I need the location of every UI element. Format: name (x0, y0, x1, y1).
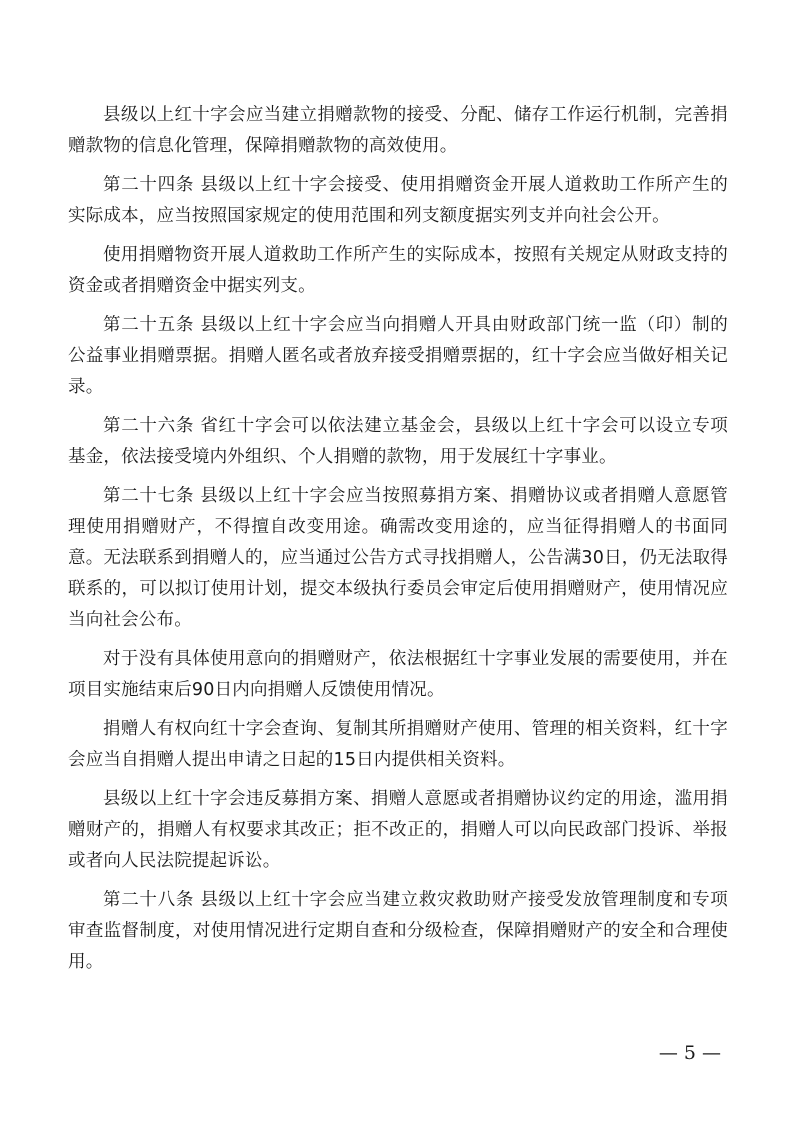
paragraph: 捐赠人有权向红十字会查询、复制其所捐赠财产使用、管理的相关资料，红十字会应当自捐赠人提出申请之日起的15日内提供相关资料。 (68, 719, 728, 770)
paragraph-article-27: 第二十七条 县级以上红十字会应当按照募捐方案、捐赠协议或者捐赠人意愿管理使用捐赠财产，不得擅自改变用途。确需改变用途的，应当征得捐赠人的书面同意。无法联系到捐赠人的，应当通过公告方式寻找捐赠人，公告满30日，仍无法取得联系的，可以拟订使用计划，提交本级执行委员会审定后使用捐赠财产，使用情况应当向社会公布。 (68, 486, 728, 630)
document-body (68, 100, 728, 986)
paragraph-article-26: 第二十六条 省红十字会可以依法建立基金会，县级以上红十字会可以设立专项基金，依法接受境内外组织、个人捐赠的款物，用于发展红十字事业。 (68, 416, 728, 467)
paragraph: 对于没有具体使用意向的捐赠财产，依法根据红十字事业发展的需要使用，并在项目实施结束后90日内向捐赠人反馈使用情况。 (68, 649, 728, 700)
page-number: — 5 — (658, 1042, 721, 1064)
paragraph-article-24: 第二十四条 县级以上红十字会接受、使用捐赠资金开展人道救助工作所产生的实际成本，应当按照国家规定的使用范围和列支额度据实列支并向社会公开。 (68, 175, 728, 226)
paragraph: 县级以上红十字会违反募捐方案、捐赠人意愿或者捐赠协议约定的用途，滥用捐赠财产的，捐赠人有权要求其改正；拒不改正的，捐赠人可以向民政部门投诉、举报或者向人民法院提起诉讼。 (68, 789, 728, 871)
paragraph: 使用捐赠物资开展人道救助工作所产生的实际成本，按照有关规定从财政支持的资金或者捐赠资金中据实列支。 (68, 245, 728, 296)
paragraph: 县级以上红十字会应当建立捐赠款物的接受、分配、储存工作运行机制，完善捐赠款物的信息化管理，保障捐赠款物的高效使用。 (68, 105, 728, 156)
paragraph-article-28: 第二十八条 县级以上红十字会应当建立救灾救助财产接受发放管理制度和专项审查监督制度，对使用情况进行定期自查和分级检查，保障捐赠财产的安全和合理使用。 (68, 890, 728, 972)
paragraph-article-25: 第二十五条 县级以上红十字会应当向捐赠人开具由财政部门统一监（印）制的公益事业捐赠票据。捐赠人匿名或者放弃接受捐赠票据的，红十字会应当做好相关记录。 (68, 315, 728, 397)
